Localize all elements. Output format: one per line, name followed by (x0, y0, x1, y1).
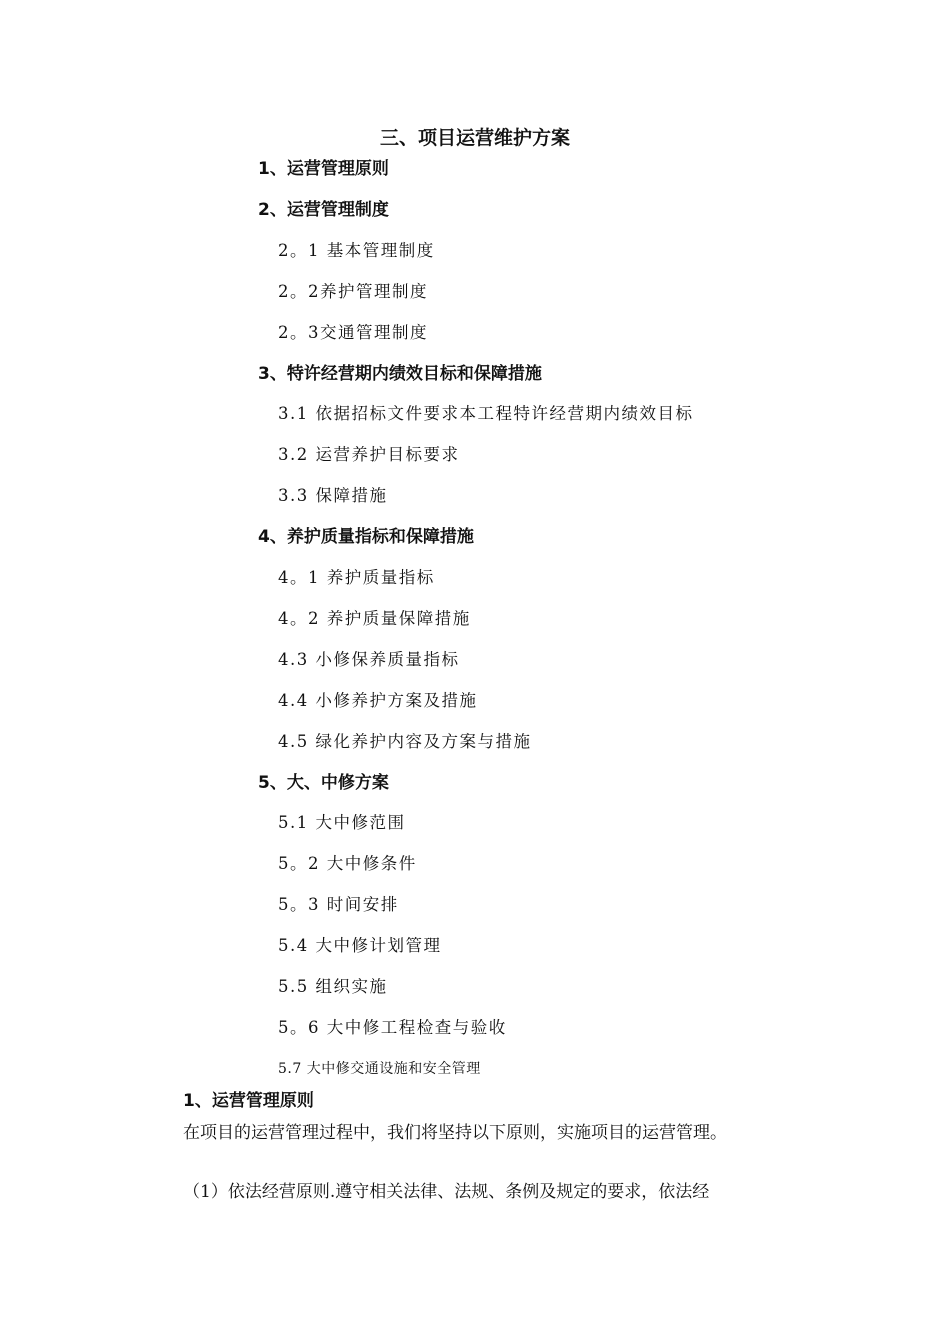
toc-subitem: 2。2养护管理制度 (278, 282, 428, 301)
toc-subitem: 2。1 基本管理制度 (278, 241, 435, 260)
toc-item: 5、大、中修方案 (258, 773, 389, 793)
toc-subitem: 5。2 大中修条件 (278, 854, 417, 873)
toc-subitem: 5.7 大中修交通设施和安全管理 (278, 1061, 481, 1077)
toc-subitem: 5。6 大中修工程检查与验收 (278, 1018, 507, 1037)
section-heading: 1、运营管理原则 (183, 1091, 314, 1111)
toc-subitem: 2。3交通管理制度 (278, 323, 428, 342)
toc-item: 3、特许经营期内绩效目标和保障措施 (258, 364, 542, 384)
toc-subitem: 5.5 组织实施 (278, 977, 388, 996)
toc-subitem: 3.1 依据招标文件要求本工程特许经营期内绩效目标 (278, 404, 694, 423)
toc-subitem: 3.3 保障措施 (278, 486, 388, 505)
toc-subitem: 4.5 绿化养护内容及方案与措施 (278, 732, 532, 751)
toc-subitem: 4。1 养护质量指标 (278, 568, 435, 587)
toc-item: 4、养护质量指标和保障措施 (258, 527, 474, 547)
body-paragraph: （1）依法经营原则.遵守相关法律、法规、条例及规定的要求，依法经 (183, 1182, 710, 1202)
toc-subitem: 4.3 小修保养质量指标 (278, 650, 460, 669)
toc-item: 2、运营管理制度 (258, 200, 389, 220)
toc-subitem: 3.2 运营养护目标要求 (278, 445, 460, 464)
toc-subitem: 4.4 小修养护方案及措施 (278, 691, 478, 710)
toc-subitem: 5.4 大中修计划管理 (278, 936, 442, 955)
toc-item: 1、运营管理原则 (258, 159, 389, 179)
toc-subitem: 4。2 养护质量保障措施 (278, 609, 471, 628)
toc-subitem: 5.1 大中修范围 (278, 813, 406, 832)
document-title: 三、项目运营维护方案 (379, 127, 570, 149)
toc-subitem: 5。3 时间安排 (278, 895, 399, 914)
body-paragraph: 在项目的运营管理过程中，我们将坚持以下原则，实施项目的运营管理。 (183, 1123, 727, 1143)
